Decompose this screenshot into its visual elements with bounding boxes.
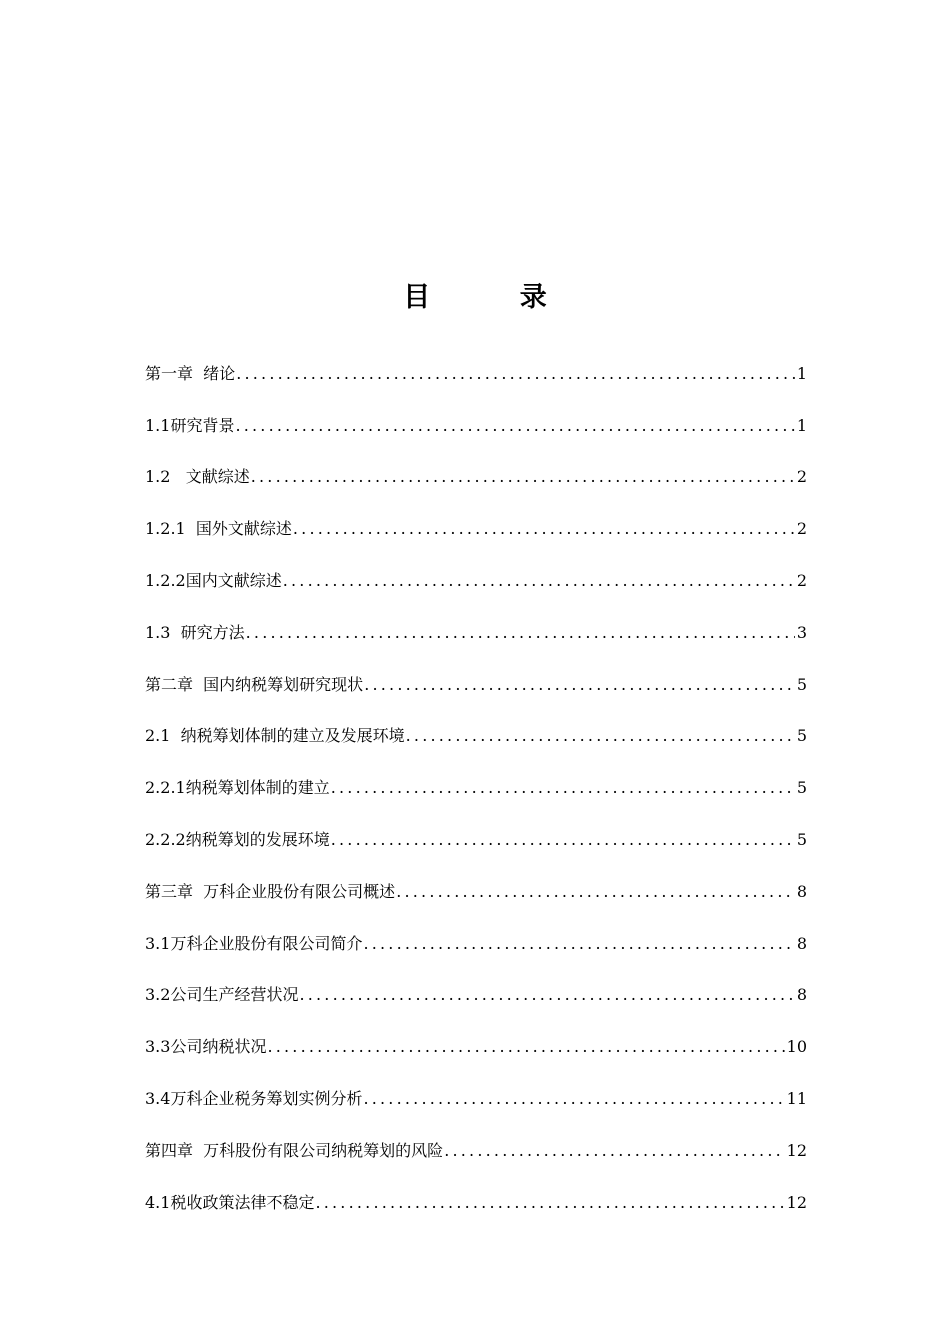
toc-dot-leader: [406, 726, 795, 746]
toc-entry-label: 1.1研究背景: [145, 415, 235, 435]
toc-dot-leader: [235, 416, 794, 436]
toc-entry-page: 12: [786, 1140, 807, 1160]
toc-entry[interactable]: [145, 348, 807, 400]
toc-dot-leader: [444, 1141, 784, 1161]
toc-entry-page: 5: [796, 674, 807, 694]
toc-entry-page: 1: [796, 415, 807, 435]
toc-dot-leader: [363, 1089, 784, 1109]
toc-entry-label: 2.1 纳税筹划体制的建立及发展环境: [145, 726, 405, 746]
toc-entry[interactable]: [145, 452, 807, 504]
toc-dot-leader: [315, 1193, 784, 1213]
toc-title: 目 录: [403, 282, 587, 313]
toc-entry-label: 2.2.1纳税筹划体制的建立: [145, 778, 330, 798]
toc-entry[interactable]: [145, 970, 807, 1022]
toc-dot-leader: [331, 778, 795, 798]
toc-entry-label: 4.1税收政策法律不稳定: [145, 1192, 315, 1212]
toc-entry[interactable]: [145, 659, 807, 711]
table-of-contents: [145, 348, 807, 1229]
toc-dot-leader: [293, 519, 795, 539]
toc-dot-leader: [267, 1037, 784, 1057]
toc-entry-label: 3.2公司生产经营状况: [145, 985, 299, 1005]
toc-entry[interactable]: [145, 555, 807, 607]
toc-dot-leader: [246, 623, 795, 643]
toc-dot-leader: [331, 830, 795, 850]
toc-entry-page: 12: [786, 1192, 807, 1212]
toc-entry[interactable]: [145, 1073, 807, 1125]
toc-entry-label: 第一章 绪论: [145, 363, 236, 383]
toc-entry-label: 1.2.1 国外文献综述: [145, 519, 292, 539]
toc-entry-page: 8: [796, 933, 807, 953]
toc-entry-page: 2: [796, 519, 807, 539]
toc-entry-label: 第四章 万科股份有限公司纳税筹划的风险: [145, 1140, 444, 1160]
toc-entry-label: 第三章 万科企业股份有限公司概述: [145, 881, 396, 901]
toc-entry-page: 8: [796, 881, 807, 901]
toc-dot-leader: [363, 934, 794, 954]
toc-entry-label: 2.2.2纳税筹划的发展环境: [145, 830, 330, 850]
toc-entry-label: 3.4万科企业税务筹划实例分析: [145, 1089, 363, 1109]
toc-entry[interactable]: [145, 918, 807, 970]
toc-entry-page: 2: [796, 467, 807, 487]
toc-entry-label: 1.2.2国内文献综述: [145, 571, 282, 591]
toc-entry[interactable]: [145, 1125, 807, 1177]
toc-dot-leader: [251, 467, 795, 487]
toc-entry[interactable]: [145, 400, 807, 452]
toc-entry-page: 2: [796, 571, 807, 591]
toc-entry-page: 8: [796, 985, 807, 1005]
toc-entry[interactable]: [145, 607, 807, 659]
toc-entry[interactable]: [145, 1177, 807, 1229]
toc-entry-page: 10: [786, 1037, 807, 1057]
toc-entry-page: 1: [796, 363, 807, 383]
toc-entry-page: 3: [796, 622, 807, 642]
toc-entry-label: 3.1万科企业股份有限公司简介: [145, 933, 363, 953]
toc-entry-label: 3.3公司纳税状况: [145, 1037, 267, 1057]
toc-entry[interactable]: [145, 503, 807, 555]
toc-entry-page: 5: [796, 778, 807, 798]
toc-entry-page: 5: [796, 726, 807, 746]
toc-entry-label: 第二章 国内纳税筹划研究现状: [145, 674, 364, 694]
toc-dot-leader: [299, 985, 794, 1005]
toc-entry[interactable]: [145, 866, 807, 918]
toc-entry[interactable]: [145, 762, 807, 814]
toc-entry-page: 5: [796, 830, 807, 850]
toc-entry-label: 1.3 研究方法: [145, 622, 245, 642]
toc-dot-leader: [283, 571, 795, 591]
toc-dot-leader: [364, 675, 795, 695]
toc-entry-label: 1.2 文献综述: [145, 467, 250, 487]
toc-entry[interactable]: [145, 814, 807, 866]
toc-entry[interactable]: [145, 1021, 807, 1073]
toc-dot-leader: [236, 364, 795, 384]
toc-entry-page: 11: [786, 1089, 807, 1109]
toc-dot-leader: [396, 882, 795, 902]
toc-entry[interactable]: [145, 711, 807, 763]
